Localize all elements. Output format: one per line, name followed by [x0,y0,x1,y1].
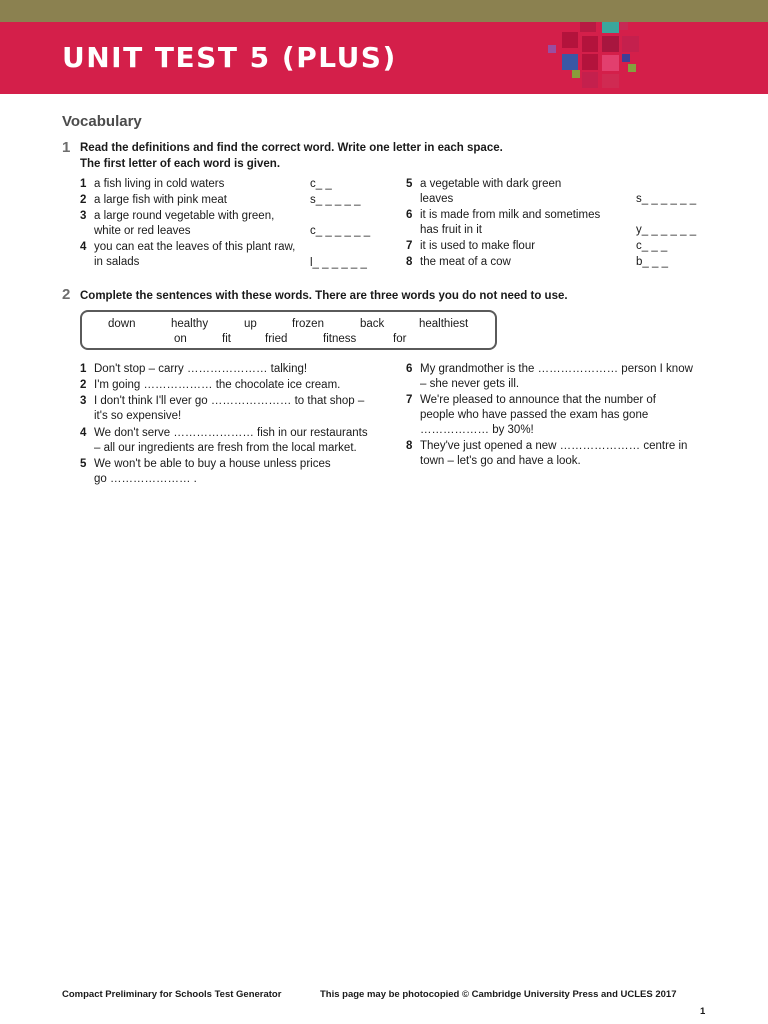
word-box-word: for [393,333,407,345]
ex2-item-sentence: Don't stop – carry ………………… talking! [94,363,308,375]
ex2-item-number: 2 [80,379,87,391]
ex2-item-number: 1 [80,363,87,375]
ex1-item-definition: it is used to make flour [420,240,536,252]
ex1-answer-1: c_ _ [310,178,332,190]
word-box [80,310,497,350]
exercise-1-instruction-line-2: The first letter of each word is given. [80,158,281,170]
ex2-item-sentence: We're pleased to announce that the number of [420,394,656,406]
ex1-answer-5: s_ _ _ _ _ _ [636,193,697,205]
ex1-answer-3: c_ _ _ _ _ _ [310,225,371,237]
ex2-item-number: 7 [406,394,413,406]
ex1-item-definition-cont: leaves [420,193,454,205]
ex1-item-definition: a vegetable with dark green [420,178,562,190]
ex1-answer-6: y_ _ _ _ _ _ [636,224,697,236]
ex2-item-number: 4 [80,427,87,439]
ex1-item-number: 2 [80,194,87,206]
word-box-word: on [174,333,187,345]
word-box-word: healthy [171,318,209,330]
word-box-word: healthiest [419,318,469,330]
ex2-item-sentence: I'm going ……………… the chocolate ice cream. [94,379,341,391]
ex2-item-number: 8 [406,440,413,452]
ex1-item-number: 3 [80,210,87,222]
exercise-1-number: 1 [62,139,71,156]
exercise-1-instruction-line-1: Read the definitions and find the correct word. Write one letter in each space. [80,142,503,154]
word-box-word: fitness [323,333,357,345]
ex2-item-sentence-cont: people who have passed the exam has gone [420,409,649,421]
ex1-item-definition-cont: has fruit in it [420,224,482,236]
ex1-item-number: 4 [80,241,87,253]
ex2-item-number: 5 [80,458,87,470]
ex2-item-sentence-cont: town – let's go and have a look. [420,455,581,467]
footer-copyright: This page may be photocopied © Cambridge University Press and UCLES 2017 [320,989,677,1000]
mosaic-logo [548,22,648,112]
ex1-answer-7: c_ _ _ [636,240,668,252]
ex2-item-sentence-cont: – all our ingredients are fresh from the local market. [94,442,357,454]
word-box-word: frozen [292,318,324,330]
ex2-item-number: 6 [406,363,413,375]
ex1-answer-4: l_ _ _ _ _ _ [310,257,367,269]
ex2-item-sentence-cont: – she never gets ill. [420,378,520,390]
word-box-word: fried [265,333,288,345]
ex1-item-definition: a large round vegetable with green, [94,210,275,222]
ex1-item-number: 1 [80,178,87,190]
ex1-item-definition: a fish living in cold waters [94,178,225,190]
ex1-item-definition: the meat of a cow [420,256,511,268]
ex2-item-sentence: We don't serve ………………… fish in our restaurants [94,427,368,439]
top-stripe [0,0,768,22]
ex1-item-number: 5 [406,178,413,190]
ex1-item-number: 7 [406,240,413,252]
exercise-1-instruction [80,140,503,172]
ex2-item-sentence: My grandmother is the ………………… person I know [420,363,693,375]
page-number: 1 [700,1006,706,1017]
ex2-item-sentence-cont: go ………………… . [94,473,197,485]
ex1-item-definition-cont: white or red leaves [94,225,191,237]
word-box-word: down [108,318,136,330]
ex2-item-sentence-cont: ……………… by 30%! [420,424,534,436]
word-box-word: back [360,318,385,330]
ex1-item-definition: you can eat the leaves of this plant raw, [94,241,296,253]
ex1-item-definition: a large fish with pink meat [94,194,227,206]
ex1-item-number: 6 [406,209,413,221]
page-title: UNIT TEST 5 (PLUS) [62,41,397,74]
word-box-word: up [244,318,257,330]
exercise-2-instruction: Complete the sentences with these words. There are three words you do not need to use. [80,290,568,302]
ex2-item-number: 3 [80,395,87,407]
ex1-answer-2: s_ _ _ _ _ [310,194,361,206]
ex1-item-definition: it is made from milk and sometimes [420,209,601,221]
title-banner [0,22,768,94]
ex1-item-number: 8 [406,256,413,268]
ex2-item-sentence: I don't think I'll ever go ………………… to that shop – [94,395,365,407]
exercise-2-number: 2 [62,286,71,303]
ex1-item-definition-cont: in salads [94,256,140,268]
ex2-item-sentence-cont: it's so expensive! [94,410,182,422]
ex2-item-sentence: They've just opened a new ………………… centre in [420,440,688,452]
ex1-answer-8: b_ _ _ [636,256,668,268]
word-box-word: fit [222,333,231,345]
section-title-vocabulary: Vocabulary [62,113,142,130]
ex2-item-sentence: We won't be able to buy a house unless prices [94,458,331,470]
footer-publication: Compact Preliminary for Schools Test Generator [62,989,282,1000]
